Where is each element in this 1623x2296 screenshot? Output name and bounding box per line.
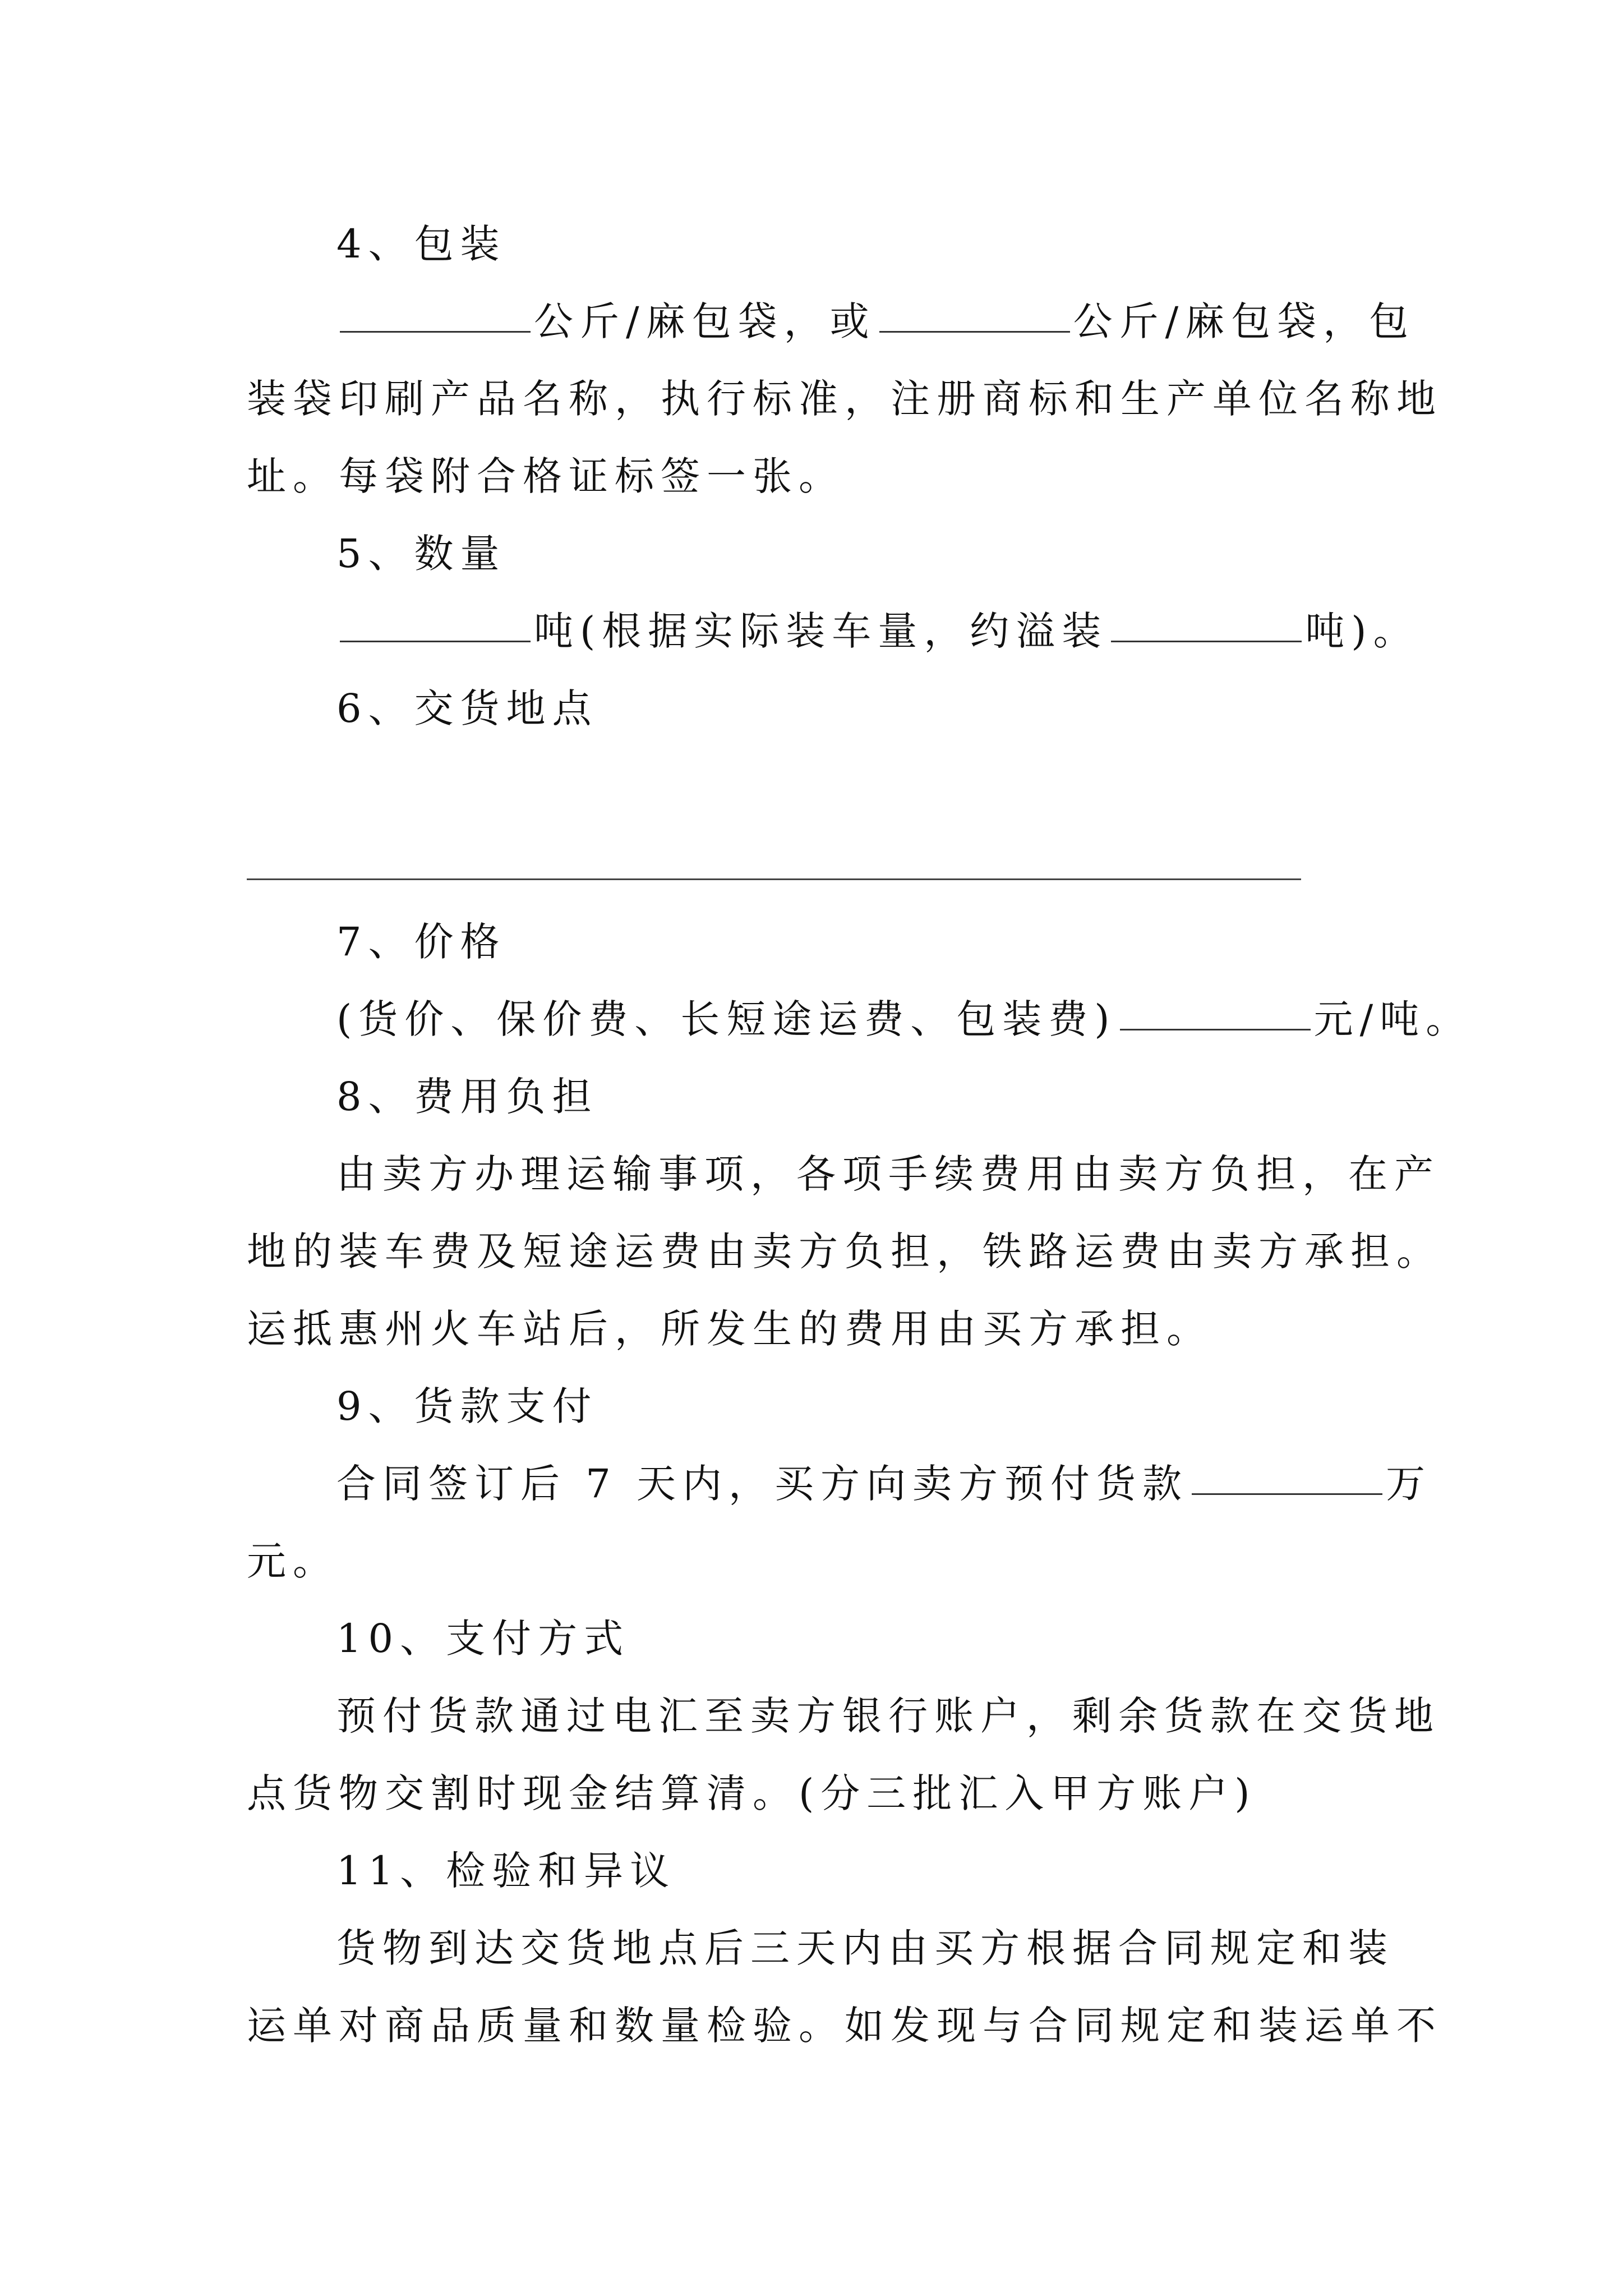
section-6-heading: 6、交货地点 xyxy=(336,685,598,731)
blank-field[interactable] xyxy=(1111,606,1302,642)
text-segment: 公斤/麻包袋，包 xyxy=(1073,298,1415,344)
text-segment: 吨)。 xyxy=(1305,608,1419,654)
section-4-line-2: 装袋印刷产品名称，执行标准，注册商标和生产单位名称地 xyxy=(247,376,1442,422)
blank-field[interactable] xyxy=(340,296,531,333)
section-8-line-3: 运抵惠州火车站后，所发生的费用由买方承担。 xyxy=(247,1306,1212,1352)
blank-field[interactable] xyxy=(340,606,531,642)
section-4-heading: 4、包装 xyxy=(336,221,506,267)
section-8-heading: 8、费用负担 xyxy=(336,1074,598,1120)
section-8-line-2: 地的装车费及短途运费由卖方负担，铁路运费由卖方承担。 xyxy=(247,1228,1442,1274)
blank-field[interactable] xyxy=(1120,994,1311,1030)
section-5-heading: 5、数量 xyxy=(336,531,506,577)
blank-field[interactable] xyxy=(1192,1458,1382,1495)
blank-field[interactable] xyxy=(879,296,1070,333)
text-segment: (货价、保价费、长短途运费、包装费) xyxy=(336,996,1117,1042)
section-10-heading: 10、支付方式 xyxy=(336,1616,630,1662)
section-4-line-1 xyxy=(336,296,1415,347)
section-4-line-3: 址。每袋附合格证标签一张。 xyxy=(247,453,845,499)
section-9-heading: 9、货款支付 xyxy=(336,1383,598,1429)
section-11-heading: 11、检验和异议 xyxy=(336,1848,676,1894)
text-segment: 万 xyxy=(1386,1461,1432,1507)
section-9-line-1 xyxy=(336,1458,1432,1509)
section-7-heading: 7、价格 xyxy=(336,919,506,965)
section-11-line-1: 货物到达交货地点后三天内由买方根据合同规定和装 xyxy=(336,1925,1394,1971)
section-10-line-1: 预付货款通过电汇至卖方银行账户，剩余货款在交货地 xyxy=(336,1693,1440,1739)
section-11-line-2: 运单对商品质量和数量检验。如发现与合同规定和装运单不 xyxy=(247,2003,1442,2049)
text-segment: 合同签订后 7 天内，买方向卖方预付货款 xyxy=(336,1461,1189,1507)
delivery-location-fill-line[interactable] xyxy=(247,878,1301,880)
section-8-line-1: 由卖方办理运输事项，各项手续费用由卖方负担，在产 xyxy=(336,1151,1440,1197)
section-10-line-2: 点货物交割时现金结算清。(分三批汇入甲方账户) xyxy=(247,1770,1257,1816)
text-segment: 元/吨。 xyxy=(1313,996,1472,1042)
section-9-line-2: 元。 xyxy=(247,1538,339,1584)
section-5-line-1 xyxy=(336,606,1419,656)
text-segment: 公斤/麻包袋，或 xyxy=(534,298,876,344)
section-7-line-1 xyxy=(336,994,1472,1045)
text-segment: 吨(根据实际装车量，约溢装 xyxy=(534,608,1108,654)
